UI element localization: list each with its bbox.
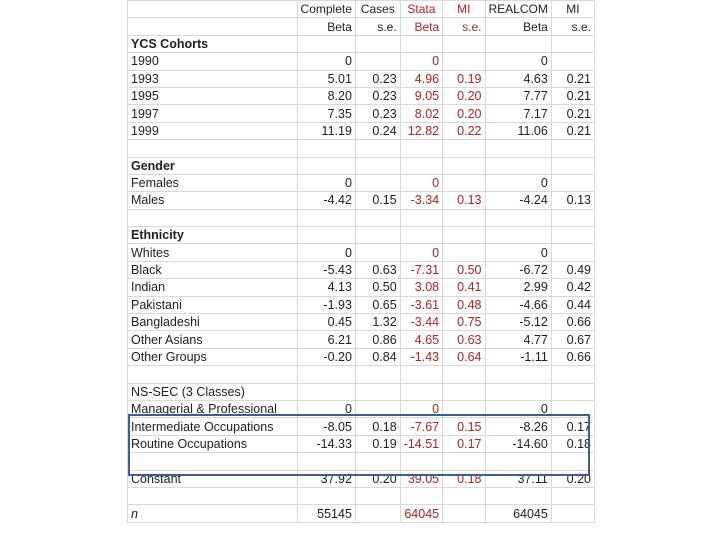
table-row [128,70,595,87]
value-cell [443,505,485,522]
value-cell [297,453,355,470]
value-cell [443,453,485,470]
value-cell: 0.50 [355,279,400,296]
value-cell: 0.48 [443,296,485,313]
value-cell [551,209,594,226]
row-label: Other Asians [128,331,298,348]
value-cell [355,209,400,226]
value-cell: 0.67 [551,331,594,348]
value-cell: -14.51 [400,435,442,452]
value-cell: 4.63 [485,70,551,87]
value-cell: 0.19 [355,435,400,452]
value-cell [443,140,485,157]
value-cell: 0.18 [443,470,485,487]
value-cell: 3.08 [400,279,442,296]
value-cell: 11.19 [297,122,355,139]
value-cell [355,174,400,191]
value-cell: 0.42 [551,279,594,296]
value-cell: -7.31 [400,261,442,278]
row-label: Males [128,192,298,209]
value-cell: 0 [400,244,442,261]
header-row [128,1,595,18]
value-cell: 12.82 [400,122,442,139]
value-cell: -4.66 [485,296,551,313]
value-cell [551,505,594,522]
value-cell: 0.41 [443,279,485,296]
blank-row [128,453,595,470]
value-cell [355,366,400,383]
header-cell-label [128,1,298,18]
value-cell [400,453,442,470]
value-cell: 0.86 [355,331,400,348]
value-cell: 0.20 [355,470,400,487]
row-label: Other Groups [128,348,298,365]
value-cell: 0.13 [551,192,594,209]
value-cell [443,487,485,504]
value-cell: 0.20 [551,470,594,487]
value-cell: 7.77 [485,87,551,104]
value-cell [297,157,355,174]
header-cell-mi: MI [443,1,485,18]
value-cell [551,227,594,244]
value-cell: 5.01 [297,70,355,87]
value-cell: 0.17 [443,435,485,452]
row-label: Ethnicity [128,227,298,244]
value-cell: 0.23 [355,70,400,87]
table-row [128,261,595,278]
value-cell: -14.33 [297,435,355,452]
value-cell [400,157,442,174]
value-cell [551,244,594,261]
value-cell: 0 [297,244,355,261]
table-row [128,348,595,365]
value-cell [485,140,551,157]
value-cell [355,227,400,244]
value-cell: 0.18 [551,435,594,452]
row-label: Managerial & Professional [128,400,298,417]
header-cell-realcom: Beta [485,18,551,35]
table-row [128,435,595,452]
header-cell-realcom: REALCOM [485,1,551,18]
value-cell [297,35,355,52]
value-cell: 37.11 [485,470,551,487]
value-cell [443,227,485,244]
value-cell: 0.20 [443,105,485,122]
value-cell: -1.43 [400,348,442,365]
row-label [128,140,298,157]
value-cell [355,140,400,157]
value-cell: -14.60 [485,435,551,452]
value-cell: 0 [485,174,551,191]
row-label: Indian [128,279,298,296]
spreadsheet [127,0,595,540]
header-cell-cases: s.e. [355,18,400,35]
value-cell [443,157,485,174]
value-cell: -7.67 [400,418,442,435]
table-row [128,122,595,139]
value-cell [400,383,442,400]
section-header-row [128,383,595,400]
row-label: Intermediate Occupations [128,418,298,435]
value-cell: 0.66 [551,348,594,365]
value-cell [443,400,485,417]
value-cell: -8.26 [485,418,551,435]
value-cell: 0.13 [443,192,485,209]
value-cell [551,487,594,504]
value-cell [443,244,485,261]
value-cell: 0.64 [443,348,485,365]
value-cell [551,383,594,400]
header-cell-label [128,18,298,35]
value-cell: 0 [485,400,551,417]
value-cell: 7.17 [485,105,551,122]
value-cell: -3.34 [400,192,442,209]
value-cell: -4.24 [485,192,551,209]
section-header-row [128,35,595,52]
value-cell: -3.44 [400,314,442,331]
value-cell: 0.18 [355,418,400,435]
value-cell: 0.15 [355,192,400,209]
value-cell: 0 [297,174,355,191]
row-label [128,487,298,504]
table-row [128,279,595,296]
header-cell-stata: Beta [400,18,442,35]
value-cell: 0.49 [551,261,594,278]
table-row [128,87,595,104]
table-row [128,244,595,261]
value-cell [551,174,594,191]
value-cell [355,505,400,522]
header-cell-complete: Beta [297,18,355,35]
value-cell [297,140,355,157]
value-cell [400,140,442,157]
table-row [128,53,595,70]
value-cell [551,453,594,470]
section-header-row [128,227,595,244]
row-label: YCS Cohorts [128,35,298,52]
value-cell: 0.15 [443,418,485,435]
row-label: 1995 [128,87,298,104]
row-label: 1993 [128,70,298,87]
value-cell: 0.50 [443,261,485,278]
value-cell: 6.21 [297,331,355,348]
value-cell [355,400,400,417]
value-cell [485,35,551,52]
value-cell: 64045 [400,505,442,522]
value-cell: 64045 [485,505,551,522]
value-cell: 0.21 [551,122,594,139]
value-cell [355,157,400,174]
row-label [128,453,298,470]
blank-row [128,366,595,383]
table-row [128,174,595,191]
value-cell [355,453,400,470]
table-row [128,192,595,209]
value-cell [443,53,485,70]
value-cell [485,453,551,470]
value-cell: 0.66 [551,314,594,331]
value-cell [297,227,355,244]
row-label [128,209,298,226]
value-cell [355,244,400,261]
value-cell [485,227,551,244]
value-cell: 0.84 [355,348,400,365]
value-cell [485,157,551,174]
row-label: NS-SEC (3 Classes) [128,383,298,400]
value-cell: -4.42 [297,192,355,209]
value-cell [551,366,594,383]
value-cell: 4.13 [297,279,355,296]
value-cell [485,383,551,400]
value-cell: -1.93 [297,296,355,313]
value-cell [443,383,485,400]
table-row [128,331,595,348]
header-cell-complete: Complete [297,1,355,18]
value-cell [551,140,594,157]
row-label: Pakistani [128,296,298,313]
value-cell: 0.63 [443,331,485,348]
value-cell: 0.23 [355,87,400,104]
value-cell: 4.65 [400,331,442,348]
value-cell: 0 [485,244,551,261]
blank-row [128,140,595,157]
value-cell: 0.19 [443,70,485,87]
value-cell: 0.22 [443,122,485,139]
table-row [128,505,595,522]
row-label: Black [128,261,298,278]
value-cell: 0.20 [443,87,485,104]
value-cell [485,487,551,504]
value-cell: 4.96 [400,70,442,87]
value-cell: 0.21 [551,105,594,122]
table-row [128,314,595,331]
value-cell [355,35,400,52]
header-cell-mi2: MI [551,1,594,18]
value-cell [297,209,355,226]
header-cell-stata: Stata [400,1,442,18]
value-cell: 0 [400,174,442,191]
value-cell: 7.35 [297,105,355,122]
value-cell: 0.24 [355,122,400,139]
value-cell: 0.65 [355,296,400,313]
row-label: Females [128,174,298,191]
row-label: Whites [128,244,298,261]
value-cell: 9.05 [400,87,442,104]
value-cell: -5.12 [485,314,551,331]
row-label [128,366,298,383]
value-cell: -1.11 [485,348,551,365]
value-cell: 37.92 [297,470,355,487]
row-label: n [128,505,298,522]
value-cell: 0.21 [551,70,594,87]
value-cell [551,35,594,52]
value-cell: 8.02 [400,105,442,122]
value-cell [400,366,442,383]
value-cell [443,209,485,226]
table-row [128,418,595,435]
value-cell: 39.05 [400,470,442,487]
value-cell [400,35,442,52]
value-cell [400,487,442,504]
value-cell [355,383,400,400]
table-row [128,105,595,122]
value-cell: 11.06 [485,122,551,139]
table-row [128,296,595,313]
row-label: 1997 [128,105,298,122]
value-cell [485,209,551,226]
value-cell: 0 [297,400,355,417]
value-cell: 55145 [297,505,355,522]
value-cell: 0.23 [355,105,400,122]
row-label: Constant [128,470,298,487]
value-cell: -0.20 [297,348,355,365]
row-label: Bangladeshi [128,314,298,331]
value-cell [355,487,400,504]
section-header-row [128,157,595,174]
value-cell: 0.44 [551,296,594,313]
value-cell [297,383,355,400]
value-cell: -3.61 [400,296,442,313]
value-cell: -5.43 [297,261,355,278]
value-cell: 1.32 [355,314,400,331]
value-cell [443,35,485,52]
value-cell: 0 [297,53,355,70]
table-row [128,400,595,417]
value-cell [400,227,442,244]
value-cell [485,366,551,383]
value-cell [443,174,485,191]
header-cell-cases: Cases [355,1,400,18]
value-cell: 0 [400,400,442,417]
header-row [128,18,595,35]
value-cell: 0.75 [443,314,485,331]
value-cell: 8.20 [297,87,355,104]
value-cell: -6.72 [485,261,551,278]
value-cell: 0 [400,53,442,70]
value-cell: 0.17 [551,418,594,435]
row-label: Routine Occupations [128,435,298,452]
row-label: 1999 [128,122,298,139]
blank-row [128,487,595,504]
value-cell: 4.77 [485,331,551,348]
header-cell-mi: s.e. [443,18,485,35]
value-cell [355,53,400,70]
value-cell: 0 [485,53,551,70]
value-cell: 2.99 [485,279,551,296]
value-cell [551,157,594,174]
value-cell [551,53,594,70]
value-cell [551,400,594,417]
value-cell: 0.63 [355,261,400,278]
regression-results-table [127,0,595,523]
value-cell: -8.05 [297,418,355,435]
value-cell [443,366,485,383]
value-cell: 0.21 [551,87,594,104]
row-label: Gender [128,157,298,174]
blank-row [128,209,595,226]
row-label: 1990 [128,53,298,70]
table-row [128,470,595,487]
value-cell: 0.45 [297,314,355,331]
value-cell [297,487,355,504]
value-cell [297,366,355,383]
value-cell [400,209,442,226]
header-cell-mi2: s.e. [551,18,594,35]
